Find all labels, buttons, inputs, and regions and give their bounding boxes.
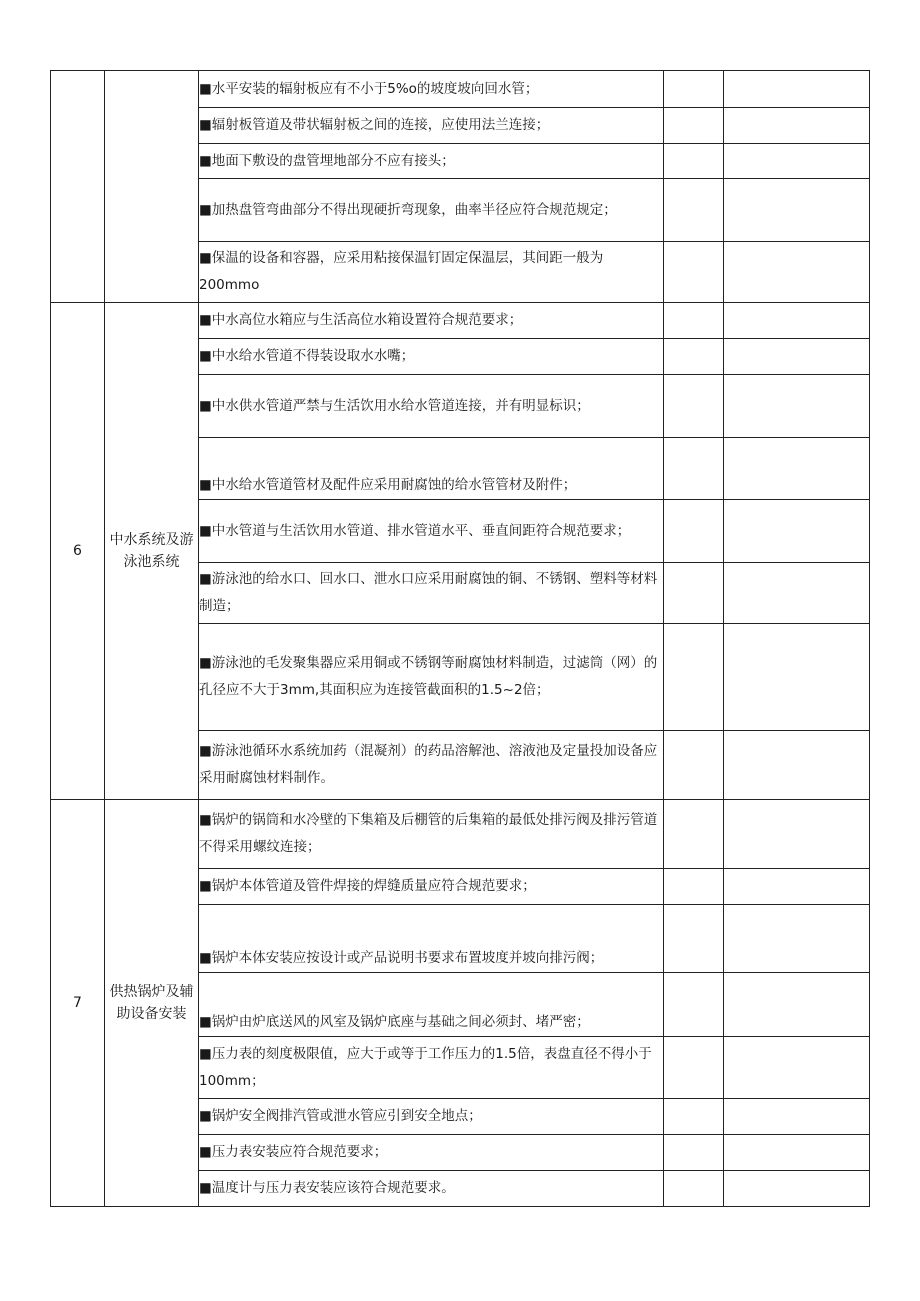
check-cell[interactable] <box>664 1171 724 1207</box>
table-row <box>51 800 870 869</box>
requirement-item: ■锅炉本体安装应按设计或产品说明书要求布置坡度并坡向排污阀； <box>199 905 664 973</box>
check-cell[interactable] <box>664 800 724 869</box>
table-row <box>51 71 870 108</box>
check-cell[interactable] <box>664 242 724 303</box>
remark-cell[interactable] <box>724 500 870 563</box>
remark-cell[interactable] <box>724 624 870 731</box>
check-cell[interactable] <box>664 1037 724 1099</box>
requirement-item: ■温度计与压力表安装应该符合规范要求。 <box>199 1171 664 1207</box>
check-cell[interactable] <box>664 303 724 339</box>
check-cell[interactable] <box>664 71 724 108</box>
check-cell[interactable] <box>664 973 724 1037</box>
requirement-item: ■中水高位水箱应与生活高位水箱设置符合规范要求； <box>199 303 664 339</box>
requirement-item: ■中水供水管道严禁与生活饮用水给水管道连接，并有明显标识； <box>199 375 664 438</box>
requirement-item: ■锅炉本体管道及管件焊接的焊缝质量应符合规范要求； <box>199 869 664 905</box>
remark-cell[interactable] <box>724 1037 870 1099</box>
table-row <box>51 303 870 339</box>
remark-cell[interactable] <box>724 563 870 624</box>
requirement-item: ■中水给水管道管材及配件应采用耐腐蚀的给水管管材及附件； <box>199 438 664 500</box>
requirement-item: ■中水管道与生活饮用水管道、排水管道水平、垂直间距符合规范要求； <box>199 500 664 563</box>
remark-cell[interactable] <box>724 179 870 242</box>
check-cell[interactable] <box>664 438 724 500</box>
requirement-item: ■中水给水管道不得装设取水水嘴； <box>199 339 664 375</box>
check-cell[interactable] <box>664 731 724 800</box>
check-cell[interactable] <box>664 339 724 375</box>
section-number: 6 <box>51 303 105 800</box>
section-category <box>105 71 199 303</box>
remark-cell[interactable] <box>724 1135 870 1171</box>
remark-cell[interactable] <box>724 242 870 303</box>
remark-cell[interactable] <box>724 438 870 500</box>
remark-cell[interactable] <box>724 71 870 108</box>
remark-cell[interactable] <box>724 800 870 869</box>
requirement-item: ■水平安装的辐射板应有不小于5%o的坡度坡向回水管； <box>199 71 664 108</box>
check-cell[interactable] <box>664 144 724 179</box>
check-cell[interactable] <box>664 905 724 973</box>
remark-cell[interactable] <box>724 1099 870 1135</box>
check-cell[interactable] <box>664 1135 724 1171</box>
check-cell[interactable] <box>664 375 724 438</box>
requirement-item: ■锅炉由炉底送风的风室及锅炉底座与基础之间必须封、堵严密； <box>199 973 664 1037</box>
remark-cell[interactable] <box>724 108 870 144</box>
check-cell[interactable] <box>664 500 724 563</box>
remark-cell[interactable] <box>724 1171 870 1207</box>
requirement-item: ■保温的设备和容器，应采用粘接保温钉固定保温层，其间距一般为200mmo <box>199 242 664 303</box>
check-cell[interactable] <box>664 624 724 731</box>
requirement-item: ■压力表的刻度极限值，应大于或等于工作压力的1.5倍，表盘直径不得小于100mm； <box>199 1037 664 1099</box>
check-cell[interactable] <box>664 563 724 624</box>
requirement-item: ■游泳池的给水口、回水口、泄水口应采用耐腐蚀的铜、不锈钢、塑料等材料制造； <box>199 563 664 624</box>
section-category: 中水系统及游泳池系统 <box>105 303 199 800</box>
requirement-item: ■加热盘管弯曲部分不得出现硬折弯现象，曲率半径应符合规范规定； <box>199 179 664 242</box>
remark-cell[interactable] <box>724 973 870 1037</box>
requirement-item: ■辐射板管道及带状辐射板之间的连接，应使用法兰连接； <box>199 108 664 144</box>
remark-cell[interactable] <box>724 339 870 375</box>
check-cell[interactable] <box>664 108 724 144</box>
check-cell[interactable] <box>664 179 724 242</box>
remark-cell[interactable] <box>724 375 870 438</box>
remark-cell[interactable] <box>724 144 870 179</box>
check-cell[interactable] <box>664 1099 724 1135</box>
requirement-item: ■游泳池循环水系统加药（混凝剂）的药品溶解池、溶液池及定量投加设备应采用耐腐蚀材料制作。 <box>199 731 664 800</box>
requirement-item: ■锅炉的锅筒和水冷壁的下集箱及后棚管的后集箱的最低处排污阀及排污管道不得采用螺纹连接； <box>199 800 664 869</box>
inspection-table <box>50 70 870 1207</box>
requirement-item: ■游泳池的毛发聚集器应采用铜或不锈钢等耐腐蚀材料制造，过滤筒（网）的孔径应不大于3mm,其面积应为连接管截面积的1.5~2倍； <box>199 624 664 731</box>
remark-cell[interactable] <box>724 731 870 800</box>
section-number <box>51 71 105 303</box>
section-category: 供热锅炉及辅助设备安装 <box>105 800 199 1207</box>
requirement-item: ■地面下敷设的盘管埋地部分不应有接头； <box>199 144 664 179</box>
remark-cell[interactable] <box>724 869 870 905</box>
section-number: 7 <box>51 800 105 1207</box>
requirement-item: ■压力表安装应符合规范要求； <box>199 1135 664 1171</box>
remark-cell[interactable] <box>724 905 870 973</box>
remark-cell[interactable] <box>724 303 870 339</box>
requirement-item: ■锅炉安全阀排汽管或泄水管应引到安全地点； <box>199 1099 664 1135</box>
check-cell[interactable] <box>664 869 724 905</box>
